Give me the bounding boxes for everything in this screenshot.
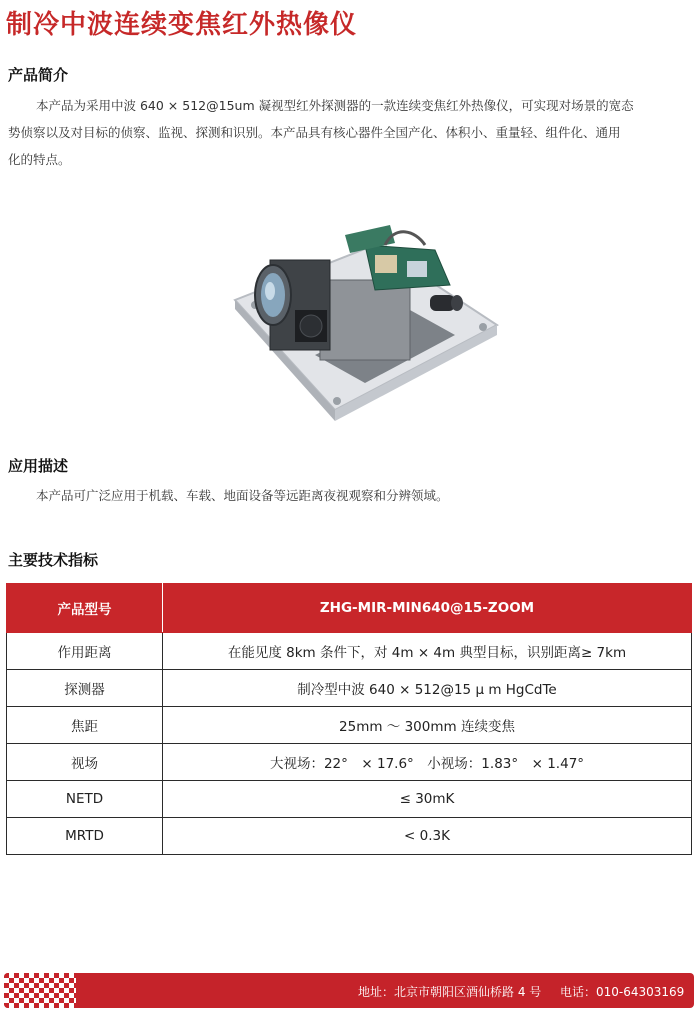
product-image [225,205,505,425]
footer-bar [4,973,694,1008]
table-row [7,781,692,818]
spec-label: 焦距 [7,707,163,744]
spec-value: 在能见度 8km 条件下，对 4m × 4m 典型目标，识别距离≥ 7km [163,633,692,670]
spec-label: 探测器 [7,670,163,707]
intro-line-3: 化的特点。 [8,152,71,167]
footer-phone: 电话：010-64303169 [560,985,685,999]
application-text: 本产品可广泛应用于机载、车载、地面设备等远距离夜视观察和分辨领域。 [36,488,449,503]
table-row [7,818,692,855]
spec-value: < 0.3K [163,818,692,855]
intro-line-2: 势侦察以及对目标的侦察、监视、探测和识别。本产品具有核心器件全国产化、体积小、重量轻、组件化、通用 [8,125,621,140]
table-row [7,744,692,781]
spec-label: 视场 [7,744,163,781]
footer-address: 地址：北京市朝阳区酒仙桥路 4 号 [358,985,542,999]
application-paragraph [8,482,691,509]
application-heading: 应用描述 [8,457,69,475]
spec-value: 大视场：22° × 17.6° 小视场：1.83° × 1.47° [163,744,692,781]
intro-line-1: 本产品为采用中波 640 × 512@15um 凝视型红外探测器的一款连续变焦红外热像仪，可实现对场景的宽态 [36,98,634,113]
spec-table [6,583,692,855]
model-value: ZHG-MIR-MIN640@15-ZOOM [163,584,692,633]
spec-value: ≤ 30mK [163,781,692,818]
spec-header-row [7,584,692,633]
spec-label: MRTD [7,818,163,855]
model-label: 产品型号 [7,584,163,633]
spec-value: 25mm ～ 300mm 连续变焦 [163,707,692,744]
specs-heading: 主要技术指标 [8,551,99,569]
spec-label: 作用距离 [7,633,163,670]
intro-heading: 产品简介 [8,66,69,84]
table-row [7,707,692,744]
table-row [7,670,692,707]
spec-value: 制冷型中波 640 × 512@15 μ m HgCdTe [163,670,692,707]
table-row [7,633,692,670]
intro-paragraph [8,92,691,173]
checkered-logo-pattern [4,973,76,1008]
page-title: 制冷中波连续变焦红外热像仪 [6,10,358,40]
spec-label: NETD [7,781,163,818]
